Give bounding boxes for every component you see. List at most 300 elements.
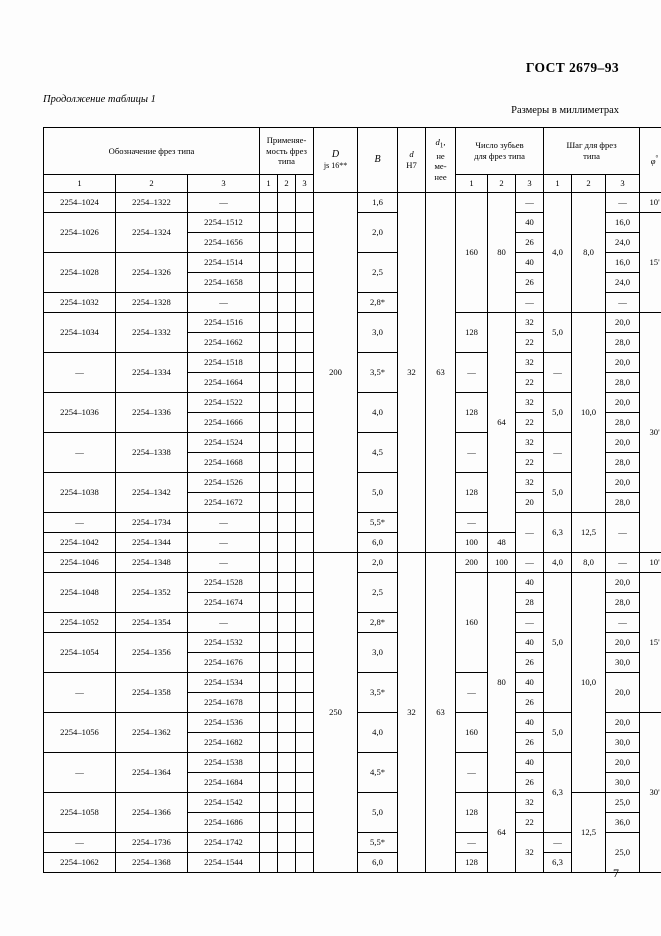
cell-type3: 2254–1674 — [188, 593, 260, 613]
cell-type1: 2254–1024 — [44, 193, 116, 213]
applicability-line-1: Применяе- — [266, 134, 307, 145]
cell-applicability-2 — [278, 493, 296, 513]
cell-pitch-3: 30,0 — [606, 773, 640, 793]
cell-D: 200 — [314, 193, 358, 553]
cell-type2: 2254–1344 — [116, 533, 188, 553]
cell-type3: 2254–1742 — [188, 833, 260, 853]
cell-applicability-2 — [278, 253, 296, 273]
cell-type2: 2254–1368 — [116, 853, 188, 873]
cell-type2: 2254–1364 — [116, 753, 188, 793]
cell-type1: 2254–1032 — [44, 293, 116, 313]
cell-phi: 15' — [640, 573, 661, 713]
cell-applicability-1 — [260, 633, 278, 653]
cell-type2: 2254–1334 — [116, 353, 188, 393]
cell-pitch-3: 28,0 — [606, 413, 640, 433]
cell-type2: 2254–1342 — [116, 473, 188, 513]
cell-applicability-1 — [260, 233, 278, 253]
cell-type1: — — [44, 753, 116, 793]
table-body — [44, 193, 661, 873]
cell-type3: 2254–1522 — [188, 393, 260, 413]
cell-applicability-3 — [296, 233, 314, 253]
cell-type2: 2254–1362 — [116, 713, 188, 753]
cell-applicability-3 — [296, 513, 314, 533]
cell-type3: — — [188, 513, 260, 533]
cell-teeth-3: 40 — [516, 713, 544, 733]
cell-phi: 30' — [640, 713, 661, 873]
cell-pitch-3: 20,0 — [606, 433, 640, 453]
cell-applicability-3 — [296, 653, 314, 673]
cell-type1: 2254–1036 — [44, 393, 116, 433]
header-D-tolerance: js 16** — [323, 161, 348, 171]
cell-applicability-3 — [296, 293, 314, 313]
cell-applicability-3 — [296, 573, 314, 593]
cell-teeth-1: — — [456, 353, 488, 393]
cell-type3: 2254–1672 — [188, 493, 260, 513]
table-row — [44, 193, 661, 213]
cell-B: 5,0 — [358, 793, 398, 833]
cell-pitch-3: 28,0 — [606, 333, 640, 353]
cell-applicability-3 — [296, 253, 314, 273]
cell-pitch-1: — — [544, 433, 572, 473]
cell-pitch-3: 24,0 — [606, 273, 640, 293]
cell-teeth-1: — — [456, 673, 488, 713]
cell-B: 3,5* — [358, 673, 398, 713]
cell-type3: 2254–1534 — [188, 673, 260, 693]
specification-table — [43, 127, 661, 873]
cell-phi: 10' — [640, 193, 661, 213]
cell-pitch-3: 28,0 — [606, 593, 640, 613]
cell-pitch-1: 5,0 — [544, 573, 572, 713]
cell-type1: — — [44, 353, 116, 393]
header-d1-line3: ме- — [434, 161, 447, 172]
pitch-line-2: типа — [583, 151, 600, 161]
cell-teeth-3: 32 — [516, 793, 544, 813]
cell-B: 2,5 — [358, 253, 398, 293]
cell-type3: 2254–1668 — [188, 453, 260, 473]
applicability-line-3: типа — [278, 156, 295, 167]
cell-type1: — — [44, 673, 116, 713]
cell-pitch-3: 20,0 — [606, 353, 640, 373]
cell-teeth-3: — — [516, 513, 544, 553]
applicability-line-2: мость фрез — [266, 145, 307, 156]
cell-applicability-1 — [260, 673, 278, 693]
header-B: B — [358, 128, 398, 193]
header-designation-group: Обозначение фрез типа — [44, 128, 260, 175]
cell-pitch-1: 6,3 — [544, 753, 572, 833]
cell-teeth-3: 28 — [516, 593, 544, 613]
cell-B: 1,6 — [358, 193, 398, 213]
cell-teeth-2: 100 — [488, 553, 516, 573]
cell-teeth-1: — — [456, 433, 488, 473]
header-applicability-1: 1 — [260, 175, 278, 193]
header-d1-line2: не — [436, 150, 445, 161]
cell-applicability-1 — [260, 313, 278, 333]
cell-B: 5,5* — [358, 513, 398, 533]
cell-teeth-3: 22 — [516, 813, 544, 833]
cell-B: 6,0 — [358, 853, 398, 873]
cell-pitch-2: 8,0 — [572, 193, 606, 313]
cell-type3: 2254–1528 — [188, 573, 260, 593]
cell-teeth-3: 40 — [516, 673, 544, 693]
cell-type2: 2254–1336 — [116, 393, 188, 433]
cell-type1: — — [44, 433, 116, 473]
cell-teeth-3: 32 — [516, 833, 544, 873]
cell-B: 3,0 — [358, 313, 398, 353]
cell-teeth-1: 200 — [456, 553, 488, 573]
cell-teeth-3: 22 — [516, 453, 544, 473]
cell-type3: 2254–1532 — [188, 633, 260, 653]
cell-pitch-3: 20,0 — [606, 313, 640, 333]
cell-type3: 2254–1662 — [188, 333, 260, 353]
cell-teeth-3: 40 — [516, 253, 544, 273]
header-d — [398, 128, 426, 193]
cell-type3: — — [188, 193, 260, 213]
cell-pitch-3: 16,0 — [606, 253, 640, 273]
header-teeth-1: 1 — [456, 175, 488, 193]
cell-type1: 2254–1054 — [44, 633, 116, 673]
cell-type2: 2254–1328 — [116, 293, 188, 313]
cell-pitch-3: 20,0 — [606, 393, 640, 413]
header-d1-line4: нее — [434, 172, 447, 183]
cell-B: 4,5 — [358, 433, 398, 473]
cell-teeth-3: 32 — [516, 393, 544, 413]
cell-pitch-2: 10,0 — [572, 313, 606, 513]
cell-pitch-1: 5,0 — [544, 473, 572, 513]
header-D — [314, 128, 358, 193]
cell-type3: 2254–1512 — [188, 213, 260, 233]
cell-pitch-3: 25,0 — [606, 833, 640, 873]
page-number: 7 — [613, 866, 619, 880]
cell-applicability-2 — [278, 433, 296, 453]
header-d-tolerance: H7 — [406, 160, 417, 170]
cell-B: 4,0 — [358, 713, 398, 753]
cell-type2: 2254–1332 — [116, 313, 188, 353]
cell-phi: 10' — [640, 553, 661, 573]
standard-number: ГОСТ 2679–93 — [525, 60, 619, 75]
cell-type1: 2254–1046 — [44, 553, 116, 573]
header-d1 — [426, 128, 456, 193]
cell-teeth-3: 26 — [516, 693, 544, 713]
cell-B: 2,0 — [358, 553, 398, 573]
cell-pitch-1: 4,0 — [544, 193, 572, 313]
cell-D: 250 — [314, 553, 358, 873]
cell-applicability-2 — [278, 853, 296, 873]
cell-type3: 2254–1536 — [188, 713, 260, 733]
cell-pitch-3: 28,0 — [606, 453, 640, 473]
cell-teeth-3: — — [516, 553, 544, 573]
cell-pitch-3: — — [606, 193, 640, 213]
cell-applicability-3 — [296, 453, 314, 473]
cell-pitch-2: 8,0 — [572, 553, 606, 573]
cell-type1: 2254–1028 — [44, 253, 116, 293]
cell-pitch-1: 4,0 — [544, 553, 572, 573]
cell-applicability-3 — [296, 733, 314, 753]
cell-applicability-1 — [260, 393, 278, 413]
cell-applicability-1 — [260, 333, 278, 353]
cell-type3: 2254–1676 — [188, 653, 260, 673]
cell-applicability-3 — [296, 593, 314, 613]
cell-applicability-1 — [260, 813, 278, 833]
cell-applicability-3 — [296, 313, 314, 333]
cell-teeth-1: — — [456, 513, 488, 533]
cell-type1: 2254–1038 — [44, 473, 116, 513]
cell-d1: 63 — [426, 553, 456, 873]
cell-type3: 2254–1684 — [188, 773, 260, 793]
cell-type3: 2254–1542 — [188, 793, 260, 813]
header-designation-2: 2 — [116, 175, 188, 193]
cell-type3: — — [188, 293, 260, 313]
table-header-group-row — [44, 128, 661, 175]
cell-applicability-2 — [278, 693, 296, 713]
cell-applicability-3 — [296, 793, 314, 813]
cell-applicability-2 — [278, 673, 296, 693]
cell-pitch-3: — — [606, 293, 640, 313]
cell-applicability-2 — [278, 273, 296, 293]
cell-applicability-2 — [278, 413, 296, 433]
cell-pitch-3: 20,0 — [606, 673, 640, 713]
cell-type3: — — [188, 533, 260, 553]
cell-teeth-3: 26 — [516, 653, 544, 673]
cell-applicability-1 — [260, 433, 278, 453]
cell-applicability-3 — [296, 673, 314, 693]
cell-B: 3,0 — [358, 633, 398, 673]
cell-applicability-1 — [260, 553, 278, 573]
cell-teeth-3: 22 — [516, 373, 544, 393]
cell-applicability-3 — [296, 273, 314, 293]
cell-applicability-1 — [260, 253, 278, 273]
cell-type3: 2254–1538 — [188, 753, 260, 773]
cell-applicability-1 — [260, 713, 278, 733]
cell-applicability-1 — [260, 273, 278, 293]
cell-pitch-1: 5,0 — [544, 313, 572, 353]
cell-applicability-2 — [278, 353, 296, 373]
cell-teeth-2: 80 — [488, 193, 516, 313]
cell-pitch-2: 12,5 — [572, 793, 606, 873]
cell-teeth-1: 100 — [456, 533, 488, 553]
cell-type1: 2254–1056 — [44, 713, 116, 753]
cell-teeth-2: 64 — [488, 793, 516, 873]
cell-applicability-2 — [278, 373, 296, 393]
cell-type3: 2254–1682 — [188, 733, 260, 753]
cell-applicability-3 — [296, 713, 314, 733]
cell-B: 4,5* — [358, 753, 398, 793]
cell-pitch-3: 28,0 — [606, 493, 640, 513]
cell-applicability-3 — [296, 773, 314, 793]
header-phi: φ° — [640, 128, 661, 193]
cell-type1: — — [44, 513, 116, 533]
cell-applicability-2 — [278, 773, 296, 793]
cell-applicability-3 — [296, 333, 314, 353]
cell-pitch-3: 28,0 — [606, 373, 640, 393]
cell-applicability-3 — [296, 393, 314, 413]
cell-teeth-2: 80 — [488, 573, 516, 793]
cell-type1: 2254–1058 — [44, 793, 116, 833]
header-applicability-2: 2 — [278, 175, 296, 193]
cell-teeth-3: 40 — [516, 633, 544, 653]
cell-applicability-1 — [260, 473, 278, 493]
cell-applicability-1 — [260, 493, 278, 513]
cell-type2: 2254–1322 — [116, 193, 188, 213]
cell-teeth-1: 128 — [456, 473, 488, 513]
cell-type2: 2254–1338 — [116, 433, 188, 473]
header-teeth-2: 2 — [488, 175, 516, 193]
cell-applicability-3 — [296, 493, 314, 513]
cell-applicability-3 — [296, 833, 314, 853]
cell-teeth-3: 32 — [516, 473, 544, 493]
cell-applicability-2 — [278, 733, 296, 753]
cell-applicability-3 — [296, 553, 314, 573]
cell-teeth-3: 40 — [516, 753, 544, 773]
cell-type3: 2254–1514 — [188, 253, 260, 273]
cell-applicability-2 — [278, 193, 296, 213]
cell-B: 2,0 — [358, 213, 398, 253]
cell-pitch-3: 30,0 — [606, 733, 640, 753]
cell-teeth-3: 32 — [516, 433, 544, 453]
header-d1-symbol: $d_1$, — [435, 137, 446, 150]
cell-type2: 2254–1358 — [116, 673, 188, 713]
cell-teeth-3: 22 — [516, 413, 544, 433]
cell-type2: 2254–1348 — [116, 553, 188, 573]
cell-pitch-3: — — [606, 513, 640, 553]
cell-applicability-1 — [260, 733, 278, 753]
cell-applicability-3 — [296, 473, 314, 493]
header-applicability-group — [260, 128, 314, 175]
cell-applicability-2 — [278, 553, 296, 573]
header-pitch-3: 3 — [606, 175, 640, 193]
cell-applicability-1 — [260, 413, 278, 433]
cell-type3: — — [188, 613, 260, 633]
cell-teeth-1: — — [456, 753, 488, 793]
cell-teeth-1: 160 — [456, 193, 488, 313]
cell-teeth-3: — — [516, 613, 544, 633]
cell-type1: 2254–1052 — [44, 613, 116, 633]
cell-teeth-1: 128 — [456, 313, 488, 353]
cell-applicability-2 — [278, 293, 296, 313]
cell-type2: 2254–1356 — [116, 633, 188, 673]
cell-d1: 63 — [426, 193, 456, 553]
cell-type1: 2254–1048 — [44, 573, 116, 613]
cell-teeth-3: — — [516, 293, 544, 313]
cell-applicability-1 — [260, 793, 278, 813]
cell-applicability-3 — [296, 613, 314, 633]
cell-applicability-2 — [278, 393, 296, 413]
cell-teeth-3: — — [516, 193, 544, 213]
cell-applicability-1 — [260, 613, 278, 633]
cell-applicability-2 — [278, 453, 296, 473]
cell-pitch-3: 20,0 — [606, 633, 640, 653]
cell-teeth-1: 160 — [456, 713, 488, 753]
cell-type1: 2254–1062 — [44, 853, 116, 873]
cell-type3: 2254–1516 — [188, 313, 260, 333]
cell-applicability-1 — [260, 773, 278, 793]
cell-applicability-3 — [296, 693, 314, 713]
cell-applicability-1 — [260, 653, 278, 673]
cell-applicability-2 — [278, 813, 296, 833]
cell-pitch-1: — — [544, 353, 572, 393]
cell-teeth-3: 22 — [516, 333, 544, 353]
teeth-line-1: Число зубьев — [475, 140, 524, 151]
cell-B: 5,0 — [358, 473, 398, 513]
cell-applicability-3 — [296, 433, 314, 453]
cell-pitch-3: 25,0 — [606, 793, 640, 813]
header-pitch-group — [544, 128, 640, 175]
header-applicability-3: 3 — [296, 175, 314, 193]
cell-applicability-1 — [260, 593, 278, 613]
cell-type2: 2254–1734 — [116, 513, 188, 533]
cell-pitch-3: 36,0 — [606, 813, 640, 833]
cell-type3: 2254–1666 — [188, 413, 260, 433]
cell-applicability-1 — [260, 833, 278, 853]
pitch-line-1: Шаг для фрез — [566, 140, 617, 151]
cell-applicability-2 — [278, 473, 296, 493]
cell-type2: 2254–1326 — [116, 253, 188, 293]
cell-applicability-2 — [278, 233, 296, 253]
cell-type3: 2254–1658 — [188, 273, 260, 293]
cell-type3: 2254–1518 — [188, 353, 260, 373]
cell-pitch-3: 20,0 — [606, 473, 640, 493]
cell-teeth-3: 26 — [516, 233, 544, 253]
cell-type1: 2254–1034 — [44, 313, 116, 353]
cell-applicability-2 — [278, 573, 296, 593]
cell-B: 2,5 — [358, 573, 398, 613]
cell-pitch-2: 10,0 — [572, 573, 606, 793]
cell-teeth-3: 40 — [516, 573, 544, 593]
cell-applicability-3 — [296, 373, 314, 393]
cell-type2: 2254–1324 — [116, 213, 188, 253]
specification-table-wrapper — [43, 127, 660, 873]
cell-applicability-1 — [260, 453, 278, 473]
cell-applicability-3 — [296, 853, 314, 873]
cell-type2: 2254–1352 — [116, 573, 188, 613]
header-pitch-1: 1 — [544, 175, 572, 193]
cell-applicability-1 — [260, 573, 278, 593]
cell-applicability-3 — [296, 413, 314, 433]
cell-applicability-2 — [278, 613, 296, 633]
cell-type1: — — [44, 833, 116, 853]
cell-B: 2,8* — [358, 613, 398, 633]
cell-applicability-2 — [278, 333, 296, 353]
cell-pitch-1: 5,0 — [544, 393, 572, 433]
cell-applicability-2 — [278, 633, 296, 653]
header-pitch-2: 2 — [572, 175, 606, 193]
cell-B: 2,8* — [358, 293, 398, 313]
cell-teeth-3: 32 — [516, 353, 544, 373]
cell-type3: 2254–1524 — [188, 433, 260, 453]
cell-teeth-1: — — [456, 833, 488, 853]
cell-teeth-1: 128 — [456, 853, 488, 873]
cell-B: 6,0 — [358, 533, 398, 553]
cell-type3: 2254–1678 — [188, 693, 260, 713]
cell-type3: 2254–1656 — [188, 233, 260, 253]
cell-d: 32 — [398, 553, 426, 873]
cell-applicability-2 — [278, 753, 296, 773]
header-D-symbol: D — [331, 148, 340, 160]
units-note: Размеры в миллиметрах — [511, 105, 619, 116]
cell-applicability-2 — [278, 793, 296, 813]
teeth-line-2: для фрез типа — [474, 151, 525, 161]
cell-type2: 2254–1366 — [116, 793, 188, 833]
cell-B: 3,5* — [358, 353, 398, 393]
header-designation-3: 3 — [188, 175, 260, 193]
cell-type3: — — [188, 553, 260, 573]
cell-applicability-3 — [296, 193, 314, 213]
header-teeth-3: 3 — [516, 175, 544, 193]
cell-pitch-3: 30,0 — [606, 653, 640, 673]
cell-teeth-3: 32 — [516, 313, 544, 333]
cell-B: 5,5* — [358, 833, 398, 853]
cell-pitch-3: 20,0 — [606, 573, 640, 593]
cell-pitch-2: 12,5 — [572, 513, 606, 553]
